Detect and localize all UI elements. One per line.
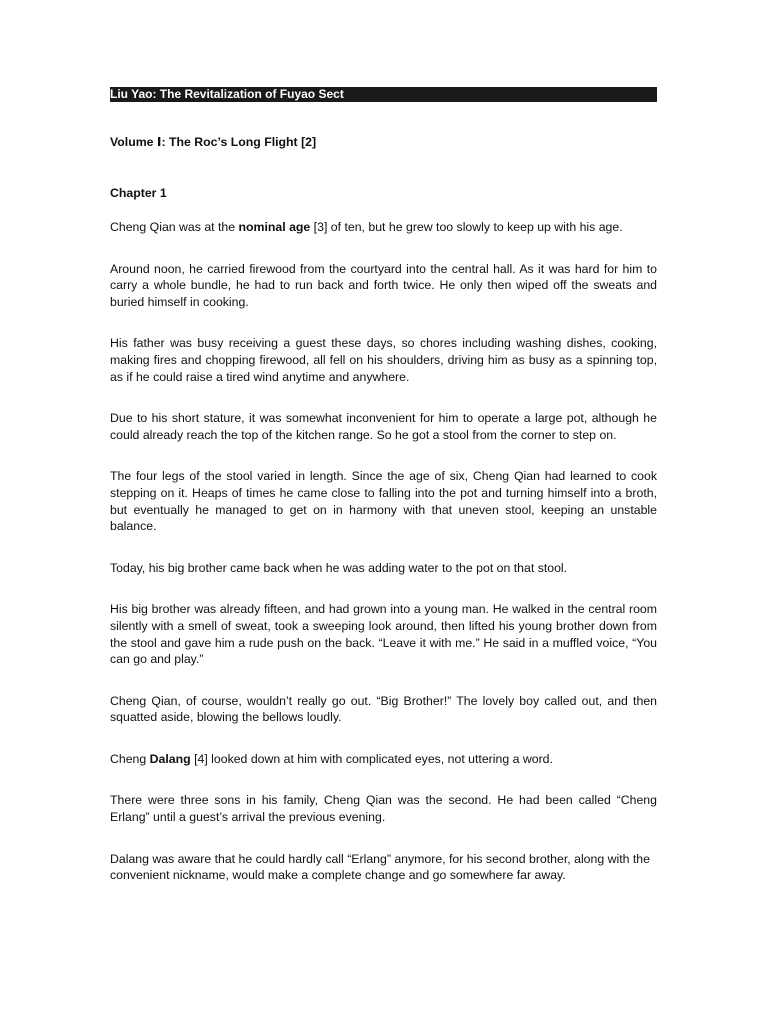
term-dalang: Dalang: [149, 751, 191, 766]
paragraph-8: Cheng Qian, of course, wouldn’t really go out. “Big Brother!” The lovely boy called out, and then squatted aside, blowing the bellows loudly.: [110, 693, 657, 725]
paragraph-1-text-c: [3] of ten, but he grew too slowly to keep up with his age.: [310, 220, 623, 234]
paragraph-2: Around noon, he carried firewood from the courtyard into the central hall. As it was hard for him to carry a whole bundle, he had to run back and forth twice. He only then wiped off the sweats and buried himself in cooking.: [110, 261, 657, 309]
paragraph-9: [110, 751, 657, 768]
paragraph-9-text-c: [4] looked down at him with complicated eyes, not uttering a word.: [190, 751, 553, 766]
paragraph-6: Today, his big brother came back when he was adding water to the pot on that stool.: [110, 560, 568, 575]
paragraph-3: His father was busy receiving a guest these days, so chores including washing dishes, cooking, making fires and chopping firewood, all fell on his shoulders, driving him as busy as a spinning top, as if he could raise a tired wind anytime and anywhere.: [110, 336, 657, 384]
paragraph-1-text-a: Cheng Qian was at the: [110, 220, 239, 234]
book-title: Liu Yao: The Revitalization of Fuyao Sect: [110, 87, 657, 102]
term-nominal-age: nominal age: [238, 220, 311, 234]
paragraph-10: There were three sons in his family, Cheng Qian was the second. He had been called “Cheng Erlang” until a guest’s arrival the previous evening.: [110, 793, 657, 825]
volume-title: Volume Ⅰ: The Roc’s Long Flight [2]: [110, 135, 317, 149]
paragraph-9-text-a: Cheng: [110, 751, 150, 766]
chapter-title: Chapter 1: [110, 186, 167, 200]
paragraph-5: The four legs of the stool varied in length. Since the age of six, Cheng Qian had learned to cook stepping on it. Heaps of times he came close to falling into the pot and turning himself into a broth, but eventually he managed to get on in harmony with that uneven stool, keeping an unstable balance.: [110, 469, 657, 534]
paragraph-1: [110, 219, 657, 236]
paragraph-7: His big brother was already fifteen, and had grown into a young man. He walked in the central room silently with a smell of sweat, took a sweeping look around, then lifted his young brother down from the stool and gave him a rude push on the back. “Leave it with me.” He said in a muffled voice, “You can go and play.”: [110, 602, 657, 667]
paragraph-11: Dalang was aware that he could hardly call “Erlang” anymore, for his second brother, along with the convenient nickname, would make a complete change and go somewhere far away.: [110, 851, 650, 883]
document-page: [110, 87, 657, 884]
paragraph-4: Due to his short stature, it was somewhat inconvenient for him to operate a large pot, although he could already reach the top of the kitchen range. So he got a stool from the corner to step on.: [110, 411, 657, 442]
